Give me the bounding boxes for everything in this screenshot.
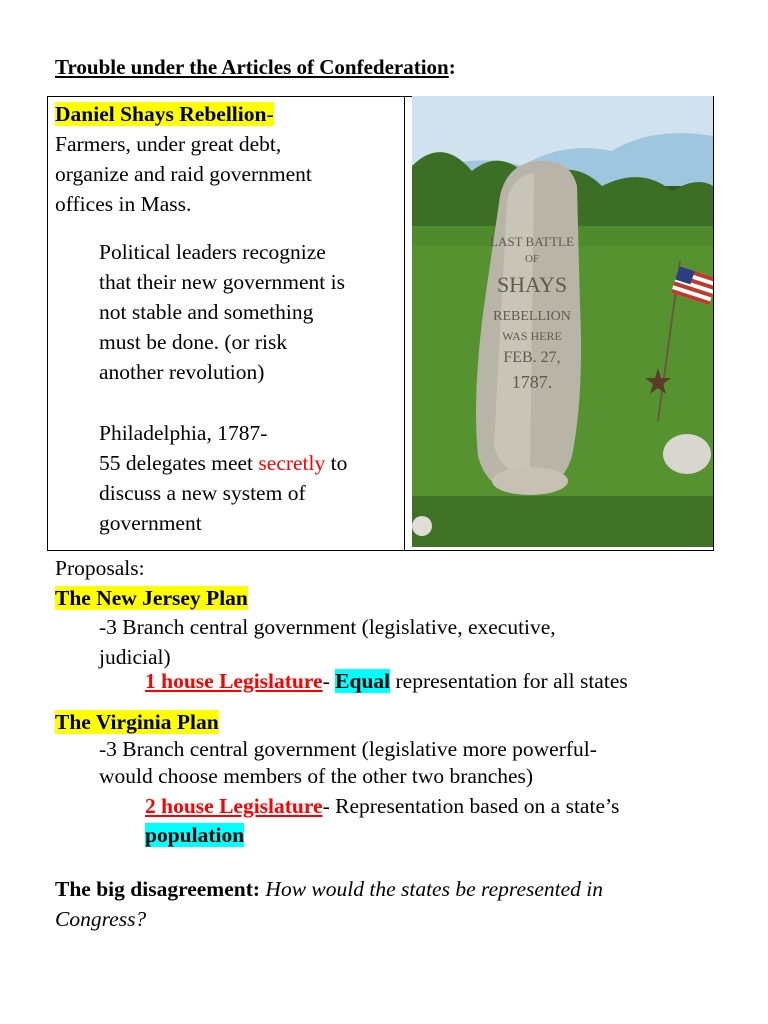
para1-line-3: not stable and something (99, 300, 314, 324)
equal-text: Equal (335, 669, 391, 693)
proposals-label: Proposals: (55, 556, 145, 580)
stone-text-2: OF (524, 253, 540, 265)
stone-text-1: LAST BATTLE (490, 234, 574, 249)
va-plan-details (99, 736, 719, 790)
stone-text-6: FEB. 27, (503, 349, 561, 366)
nj-plan-heading: The New Jersey Plan (55, 586, 248, 610)
stone-text-7: 1787. (511, 372, 553, 392)
disagreement-question-2: Congress? (55, 907, 147, 931)
para1-line-4: must be done. (or risk (99, 330, 288, 354)
para2-line-1: Philadelphia, 1787- (99, 421, 268, 445)
shays-section: Daniel Shays Rebellion- Farmers, under great debt, organize and raid government offices in Mass. (55, 99, 400, 219)
population-text: population (145, 823, 245, 847)
para2-line-2: 55 delegates meet secretly to (99, 451, 348, 475)
political-leaders-paragraph (99, 237, 399, 387)
nj-plan-details (99, 612, 699, 672)
secretly-text: secretly (258, 451, 326, 475)
disagreement-question: How would the states be represented in (260, 877, 604, 901)
shays-line-2: organize and raid government (55, 162, 312, 186)
stone-text-4: REBELLION (493, 309, 571, 324)
para1-line-1: Political leaders recognize (99, 240, 326, 264)
shays-heading: Daniel Shays Rebellion (55, 102, 267, 126)
nj-legislature-line: 1 house Legislature- Equal representation for all states (145, 669, 628, 693)
table-divider (404, 96, 405, 551)
page-title: Trouble under the Articles of Confederation: (55, 55, 456, 79)
nj-line-1: -3 Branch central government (legislative, executive, (99, 615, 556, 639)
disagreement-label: The big disagreement: (55, 877, 261, 901)
para1-line-5: another revolution) (99, 360, 265, 384)
para2-line-4: government (99, 511, 202, 535)
shays-line-1: Farmers, under great debt, (55, 132, 282, 156)
shays-monument-photo (412, 96, 713, 547)
nj-line-2: judicial) (99, 645, 171, 669)
nj-legislature: 1 house Legislature (145, 669, 323, 693)
stone-text-3: SHAYS (496, 272, 568, 297)
va-legislature: 2 house Legislature (145, 794, 323, 818)
para1-line-2: that their new government is (99, 270, 345, 294)
va-line-1: -3 Branch central government (legislative more powerful- (99, 737, 597, 761)
stone-text-5: WAS HERE (502, 329, 562, 343)
disagreement-section (55, 874, 735, 934)
va-legislature-line: 2 house Legislature- Representation based on a state’s (145, 794, 620, 818)
va-line-2: would choose members of the other two branches) (99, 764, 534, 788)
philadelphia-paragraph (99, 418, 399, 538)
shays-line-3: offices in Mass. (55, 192, 192, 216)
population-line (145, 820, 244, 850)
para2-line-3: discuss a new system of (99, 481, 306, 505)
va-plan-heading: The Virginia Plan (55, 710, 219, 734)
